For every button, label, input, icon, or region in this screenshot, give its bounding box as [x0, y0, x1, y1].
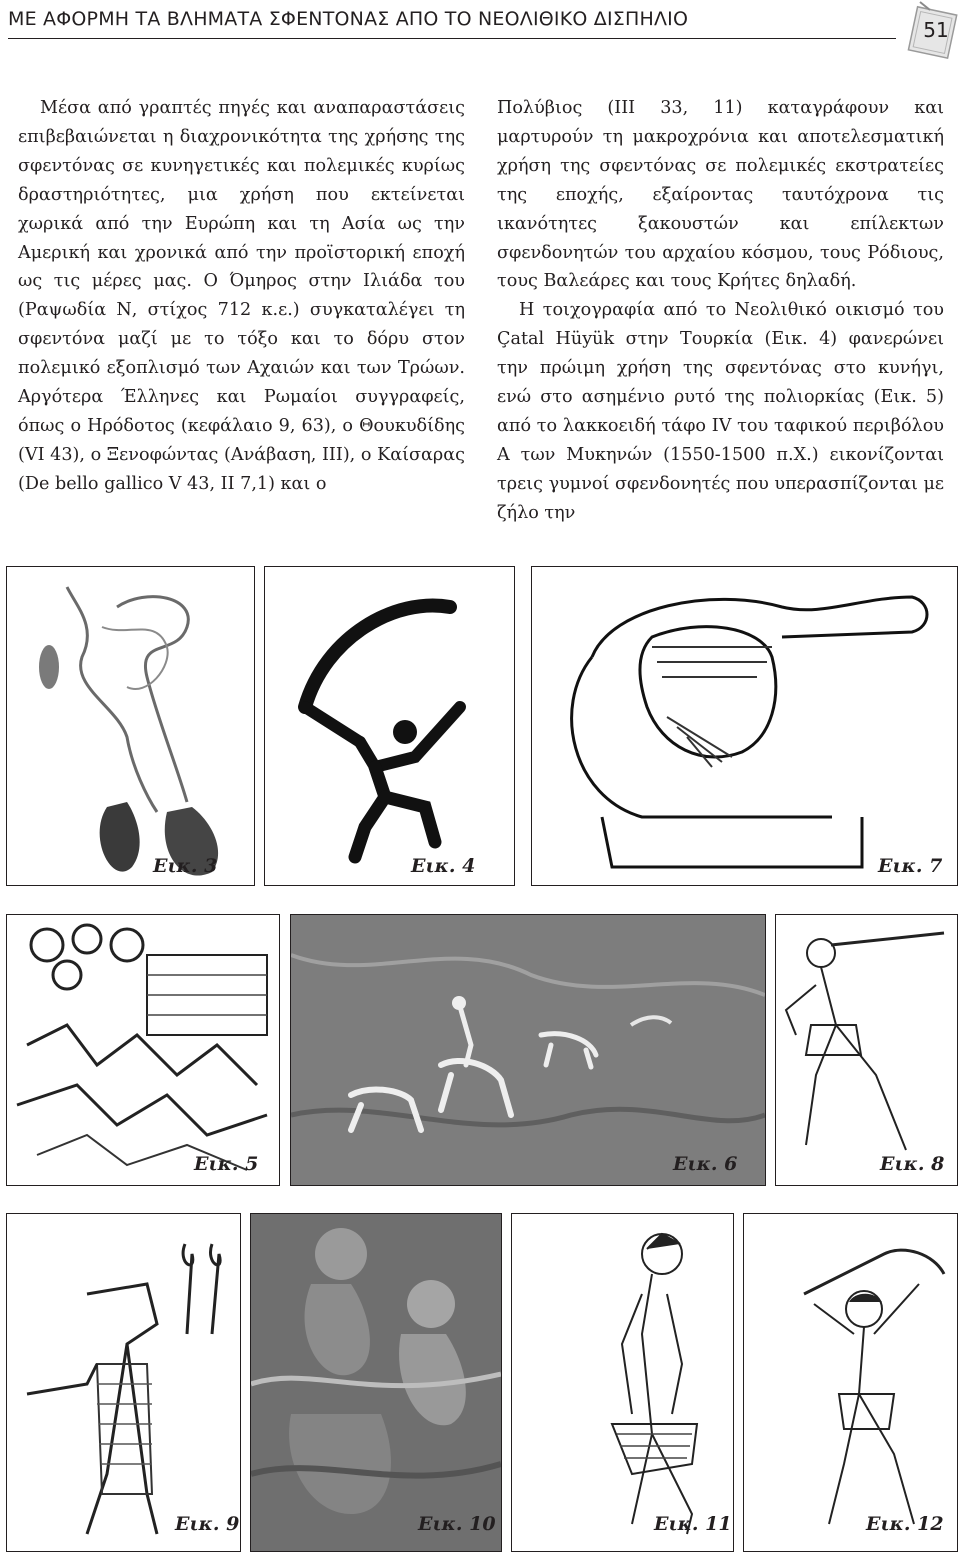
figure-caption: Εικ. 6: [673, 1153, 738, 1175]
figure-12-slinger-drawing: [743, 1213, 958, 1552]
figure-caption: Εικ. 3: [153, 855, 218, 877]
figure-caption: Εικ. 7: [878, 855, 943, 877]
paragraph: Μέσα από γραπτές πηγές και αναπαραστάσεις επιβεβαιώνεται η διαχρονικότητα της χρήσης της σφεντόνας σε κυνηγετικές και πολεμικές κυρίως δραστηριότητες, μια χρήση που εκτείνεται χωρικά από την Ευρώπη και τη Ασία ως την Αμερική και χρονικά από την προϊστορική εποχή ως τις μέρες μας. Ο Όμηρος στην Ιλιάδα του (Ραψωδία Ν, στίχος 712 κ.ε.) συγκαταλέγει τη σφεντόνα μαζί με το τόξο και το δόρυ στον πολεμικό εξοπλισμό των Αχαιών και των Τρώων. Αργότερα Έλληνες και Ρωμαίοι συγγραφείς, όπως ο Ηρόδοτος (κεφάλαιο 9, 63), ο Θουκυδίδης (VI 43), ο Ξενοφώντας (Ανάβαση, ΙΙΙ), ο Καίσαρας (De bello gallico V 43, II 7,1) και ο: [18, 98, 465, 494]
figure-caption: Εικ. 8: [880, 1153, 945, 1175]
figure-3-sling-artifact: [6, 566, 255, 886]
figure-caption: Εικ. 9: [175, 1513, 240, 1535]
header-rule: [8, 38, 896, 39]
figure-caption: Εικ. 11: [654, 1513, 732, 1535]
figure-4-wall-painting: [264, 566, 515, 886]
page-number: 51: [923, 18, 949, 42]
figure-10-relief: [250, 1213, 502, 1552]
text-column-right: [497, 94, 944, 528]
figure-caption: Εικ. 12: [866, 1513, 944, 1535]
text-column-left: [18, 94, 465, 499]
figure-caption: Εικ. 5: [194, 1153, 259, 1175]
figure-9-assyrian-slingers: [6, 1213, 241, 1552]
figure-7-slinger-head: [531, 566, 958, 886]
figure-8-slinger-drawing: [775, 914, 958, 1186]
figure-6-rock-carving: [290, 914, 766, 1186]
figure-5-siege-rhyton: [6, 914, 280, 1186]
figure-11-slinger-drawing: [511, 1213, 734, 1552]
figure-caption: Εικ. 4: [411, 855, 476, 877]
paragraph: Πολύβιος (ΙΙΙ 33, 11) καταγράφουν και μαρτυρούν τη μακροχρόνια και αποτελεσματική χρήση της σφεντόνας σε πολεμικές εκστρατείες της εποχής, εξαίροντας ταυτόχρονα τις ικανότητες ξακουστών και επίλεκτων σφενδονητών του αρχαίου κόσμου, τους Ρόδιους, τους Βαλεάρες και τους Κρήτες δηλαδή.: [497, 98, 944, 292]
paragraph: Η τοιχογραφία από το Νεολιθικό οικισμό του Çatal Hüyük στην Τουρκία (Εικ. 4) φανερώνει την πρώιμη χρήση της σφεντόνας στο κυνήγι, ενώ στο ασημένιο ρυτό της πολιορκίας (Εικ. 5) από το λακκοειδή τάφο IV του ταφικού περιβόλου Α των Μυκηνών (1550-1500 π.Χ.) εικονίζονται τρεις γυμνοί σφενδονητές που υπερασπίζονται με ζήλο την: [497, 300, 944, 523]
figure-caption: Εικ. 10: [418, 1513, 496, 1535]
running-title: ΜΕ ΑΦΟΡΜΗ ΤΑ ΒΛΗΜΑΤΑ ΣΦΕΝΤΟΝΑΣ ΑΠΟ ΤΟ ΝΕΟΛΙΘΙΚΟ ΔΙΣΠΗΛΙΟ: [8, 8, 689, 30]
